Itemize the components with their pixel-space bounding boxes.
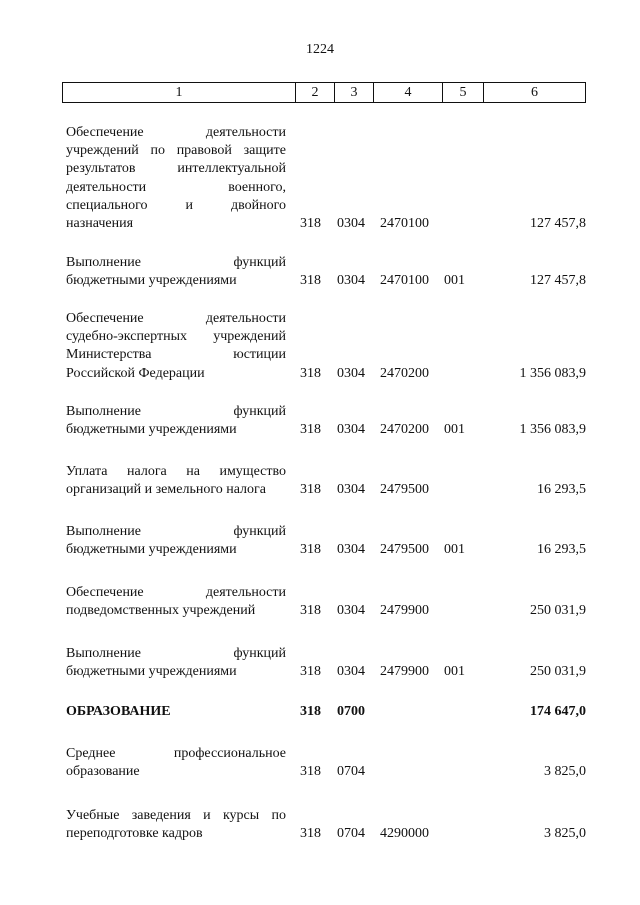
row-col-3: 0304	[337, 482, 365, 498]
row-name-line: назначения	[66, 216, 134, 232]
row-col-4: 2479900	[380, 664, 429, 680]
row-col-5: 001	[444, 664, 465, 680]
row-name-line: бюджетными учреждениями	[66, 542, 237, 558]
row-col-2: 318	[300, 422, 321, 438]
row-name-line: Обеспечение деятельности	[66, 585, 286, 600]
row-name	[66, 254, 286, 290]
row-col-6: 250 031,9	[530, 664, 586, 680]
table-row	[0, 745, 640, 781]
row-col-3: 0704	[337, 826, 365, 842]
row-name-line: Уплата налога на имущество	[66, 464, 286, 479]
row-col-4: 4290000	[380, 826, 429, 842]
row-col-5: 001	[444, 542, 465, 558]
row-col-3: 0304	[337, 365, 365, 381]
table-row	[0, 523, 640, 559]
row-col-6: 16 293,5	[537, 542, 586, 558]
row-name-line: Обеспечение деятельности	[66, 311, 286, 326]
row-name-line: учреждений по правовой защите	[66, 143, 286, 159]
row-col-6: 127 457,8	[530, 216, 586, 231]
row-name-line: переподготовке кадров	[66, 826, 203, 842]
row-col-6: 174 647,0	[530, 704, 586, 719]
row-col-4: 2470100	[380, 273, 429, 289]
table-row	[0, 463, 640, 499]
row-name-line: Выполнение функций	[66, 524, 286, 539]
row-col-6: 3 825,0	[544, 764, 586, 780]
row-name	[66, 463, 286, 499]
row-col-4: 2470100	[380, 216, 429, 231]
table-row	[0, 124, 640, 233]
row-col-3: 0304	[337, 422, 365, 438]
row-name-line: Выполнение функций	[66, 404, 286, 419]
row-col-6: 127 457,8	[530, 273, 586, 289]
row-name-line: Учебные заведения и курсы по	[66, 808, 286, 823]
row-name	[66, 124, 286, 233]
row-col-2: 318	[300, 365, 321, 381]
row-col-4: 2470200	[380, 365, 429, 381]
row-col-4: 2479900	[380, 603, 429, 619]
table-row	[0, 703, 640, 721]
row-col-3: 0304	[337, 603, 365, 619]
row-name	[66, 645, 286, 681]
row-name-line: организаций и земельного налога	[66, 482, 266, 498]
header-col-2: 2	[296, 83, 335, 102]
row-name-line: деятельности военного,	[66, 179, 286, 195]
row-col-3: 0304	[337, 664, 365, 680]
row-col-3: 0304	[337, 273, 365, 289]
row-col-4: 2479500	[380, 542, 429, 558]
row-name-line: Обеспечение деятельности	[66, 125, 286, 140]
row-col-2: 318	[300, 664, 321, 680]
row-name-line: Выполнение функций	[66, 255, 286, 270]
table-row	[0, 403, 640, 439]
row-col-2: 318	[300, 542, 321, 558]
row-name-line: образование	[66, 764, 140, 780]
row-name	[66, 584, 286, 620]
row-name	[66, 523, 286, 559]
header-col-3: 3	[335, 83, 374, 102]
row-col-6: 250 031,9	[530, 603, 586, 619]
row-col-6: 16 293,5	[537, 482, 586, 498]
row-name-line: специального и двойного	[66, 197, 286, 213]
table-row	[0, 645, 640, 681]
row-name-line: результатов интеллектуальной	[66, 161, 286, 177]
header-col-5: 5	[443, 83, 484, 102]
table-row	[0, 584, 640, 620]
row-name-line: судебно-экспертных учреждений	[66, 329, 286, 345]
row-col-4: 2470200	[380, 422, 429, 438]
row-name-line: бюджетными учреждениями	[66, 273, 237, 289]
row-name-line: Министерства юстиции	[66, 347, 286, 363]
row-name-line: Среднее профессиональное	[66, 746, 286, 761]
row-name-line: бюджетными учреждениями	[66, 664, 237, 680]
row-name-line: ОБРАЗОВАНИЕ	[66, 704, 171, 719]
page-number: 1224	[306, 42, 334, 57]
row-col-2: 318	[300, 826, 321, 842]
header-col-4: 4	[374, 83, 443, 102]
row-col-2: 318	[300, 764, 321, 780]
row-col-6: 1 356 083,9	[519, 365, 586, 381]
row-name-line: бюджетными учреждениями	[66, 422, 237, 438]
row-name	[66, 310, 286, 383]
row-name	[66, 745, 286, 781]
row-name	[66, 703, 286, 721]
row-col-2: 318	[300, 216, 321, 231]
row-name-line: Российской Федерации	[66, 365, 205, 381]
row-col-3: 0304	[337, 542, 365, 558]
row-name-line: подведомственных учреждений	[66, 603, 256, 619]
row-name	[66, 403, 286, 439]
row-col-2: 318	[300, 704, 321, 719]
row-col-6: 1 356 083,9	[519, 422, 586, 438]
table-row	[0, 310, 640, 383]
row-col-5: 001	[444, 422, 465, 438]
row-col-2: 318	[300, 482, 321, 498]
header-col-6: 6	[531, 84, 538, 100]
row-col-3: 0704	[337, 764, 365, 780]
row-col-4: 2479500	[380, 482, 429, 498]
row-col-2: 318	[300, 273, 321, 289]
table-row	[0, 807, 640, 843]
header-col-1: 1	[63, 83, 296, 102]
row-name	[66, 807, 286, 843]
row-name-line: Выполнение функций	[66, 646, 286, 661]
row-col-6: 3 825,0	[544, 826, 586, 842]
row-col-2: 318	[300, 603, 321, 619]
row-col-3: 0700	[337, 704, 365, 719]
row-col-3: 0304	[337, 216, 365, 231]
row-col-5: 001	[444, 273, 465, 289]
table-header	[62, 82, 586, 103]
table-row	[0, 254, 640, 290]
